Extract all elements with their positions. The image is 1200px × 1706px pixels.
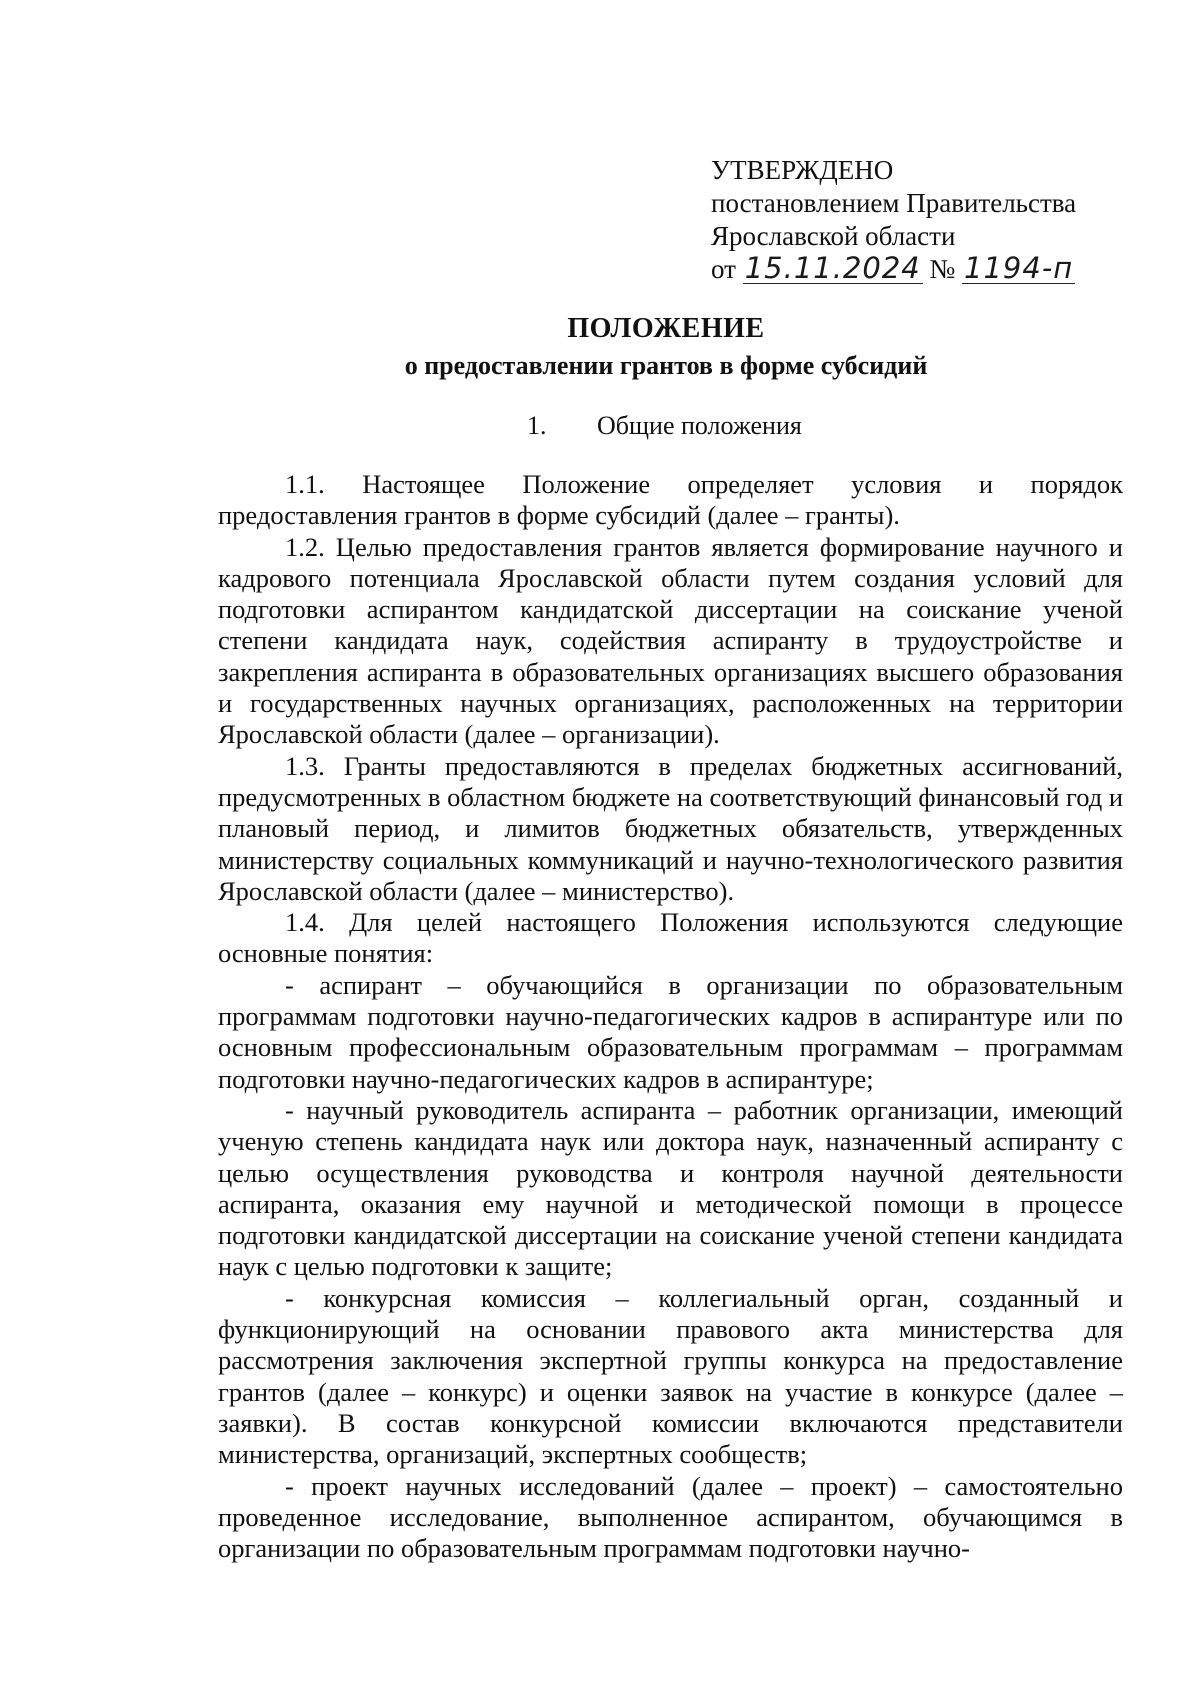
approval-date-line: [711, 253, 1131, 286]
definition-project: - проект научных исследований (далее – проект) – самостоятельно проведенное исследование, выполненное аспирантом, обучающимся в организации по образовательным программам подготовки научно-: [218, 1470, 1123, 1564]
document-body: [218, 469, 1123, 1564]
definition-commission: - конкурсная комиссия – коллегиальный орган, созданный и функционирующий на основании правового акта министерства для рассмотрения заключения экспертной группы конкурса на предоставление грантов (далее – конкурс) и оценки заявок на участие в конкурсе (далее – заявки). В состав конкурсной комиссии включаются представители министерства, организаций, экспертных сообществ;: [218, 1282, 1123, 1470]
date-prefix: от: [711, 254, 736, 284]
approval-heading: УТВЕРЖДЕНО: [711, 155, 894, 185]
section-heading: [527, 411, 802, 441]
handwritten-number: 1194-п: [964, 251, 1074, 285]
paragraph-1-2: 1.2. Целью предоставления грантов является формирование научного и кадрового потенциала Ярославской области путем создания условий для подготовки аспирантом кандидатской диссертации на соискание ученой степени кандидата наук, содействия аспиранту в трудоустройстве и закрепления аспиранта в образовательных организациях высшего образования и государственных научных организациях, расположенных на территории Ярославской области (далее – организации).: [218, 531, 1123, 750]
paragraph-1-1: 1.1. Настоящее Положение определяет условия и порядок предоставления грантов в форме субсидий (далее – гранты).: [218, 469, 1123, 531]
definition-supervisor: - научный руководитель аспиранта – работник организации, имеющий ученую степень кандидата наук или доктора наук, назначенный аспиранту с целью осуществления руководства и контроля научной деятельности аспиранта, оказания ему научной и методической помощи в процессе подготовки кандидатской диссертации на соискание ученой степени кандидата наук с целью подготовки к защите;: [218, 1094, 1123, 1282]
section-number: 1.: [527, 411, 547, 440]
approval-region-line: Ярославской области: [711, 221, 956, 251]
definition-aspirant: - аспирант – обучающийся в организации по образовательным программам подготовки научно-педагогических кадров в аспирантуре или по основным профессиональным образовательным программам – программам подготовки научно-педагогических кадров в аспирантуре;: [218, 969, 1123, 1094]
document-title: ПОЛОЖЕНИЕ: [567, 313, 765, 344]
section-title: Общие положения: [597, 411, 802, 440]
handwritten-date: 15.11.2024: [744, 251, 921, 285]
approval-decree-line: постановлением Правительства: [711, 188, 1077, 218]
number-sign: №: [929, 254, 956, 284]
document-subtitle: о предоставлении грантов в форме субсидий: [404, 351, 928, 380]
paragraph-1-4: 1.4. Для целей настоящего Положения используются следующие основные понятия:: [218, 907, 1123, 969]
approval-stamp: [711, 154, 1131, 286]
paragraph-1-3: 1.3. Гранты предоставляются в пределах бюджетных ассигнований, предусмотренных в областном бюджете на соответствующий финансовый год и плановый период, и лимитов бюджетных обязательств, утвержденных министерству социальных коммуникаций и научно-технологического развития Ярославской области (далее – министерство).: [218, 750, 1124, 906]
